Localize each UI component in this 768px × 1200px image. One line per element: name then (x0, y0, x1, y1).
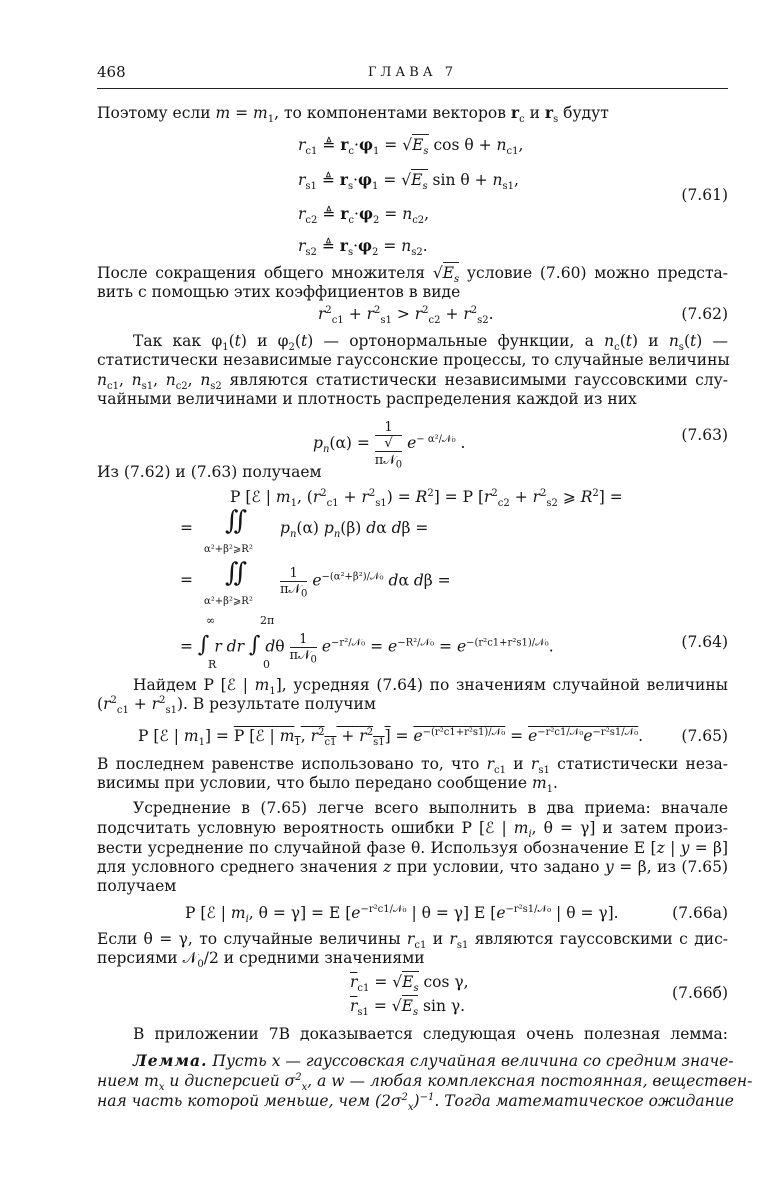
equation-line: $\overline{r}_{c1} = √E_s$ cos γ, (350, 973, 469, 995)
text-line: Так как $\varphi_1(t)$ и $\varphi_2(t)$ — ортонормальные функции, а $n_c(t)$ и $n_s(t)$ — (133, 332, 729, 354)
equation-line: $p_n(\alpha)$ $p_n(\beta)$ dα dβ = (280, 519, 429, 541)
text-line: После сокращения общего множителя $√E_s$ условие (7.60) можно предста- (97, 264, 728, 286)
text-line: висимы при условии, что было передано сообщение $m_1$. (97, 774, 558, 796)
integral-limit: α²+β²⩾R² (204, 544, 253, 555)
text-line: вить с помощью этих коэффициентов в виде (97, 283, 461, 301)
equation-line: $r_{c2}$ ≜ $r_c\cdot\varphi_2 = n_{c2}$, (298, 204, 430, 227)
integral-limit: 2π (260, 614, 275, 627)
equation-number: (7.64) (681, 633, 728, 651)
text-line: получаем (97, 877, 177, 895)
equation-line: $r_{s2}$ ≜ $r_s\cdot\varphi_2 = n_{s2}$. (298, 236, 428, 259)
equation-line: $p_n(\alpha)$ = 1 √ π𝒩$_0$ $e^{- \alpha^2/𝒩_0}$ . (313, 420, 466, 471)
chapter-title: ГЛАВА 7 (367, 65, 458, 80)
double-integral: ∬ (225, 558, 248, 588)
integral-limit: α²+β²⩾R² (204, 596, 253, 607)
text-line: вести усреднение по случайной фазе θ. Используя обозначение E [z | y = β] (97, 839, 729, 857)
lemma-heading: Лемма. (133, 1051, 208, 1070)
double-integral: ∬ (225, 506, 248, 536)
text-line: $n_{c1}$, $n_{s1}$, $n_{c2}$, $n_{s2}$ являются статистически независимыми гауссовскими слу- (97, 371, 729, 393)
equation-line: = (180, 519, 193, 537)
equation-number: (7.63) (681, 426, 728, 444)
text-line: Усреднение в (7.65) легче всего выполнить в два приема: вначале (133, 799, 728, 817)
lemma-line: Лемма. Пусть x — гауссовская случайная величина со средним значе- (133, 1051, 734, 1070)
equation-number: (7.61) (681, 186, 728, 204)
text-line: Если θ = γ, то случайные величины $r_{c1}$ и $r_{s1}$ являются гауссовскими с дис- (97, 930, 729, 952)
equation-number: (7.62) (681, 305, 728, 323)
text-line: подсчитать условную вероятность ошибки P [ℰ | $m_i$, θ = γ] и затем произ- (97, 819, 728, 841)
equation-line: P [ℰ | $m_i$, θ = γ] = E [$e^{-r^2c1/𝒩_0}$ | θ = γ] E [$e^{-r^2s1/𝒩_0}$ | θ = γ]. (185, 903, 619, 926)
equation-line: $r_{s1}$ ≜ $r_s\cdot\varphi_1 = √E_s$ $\sin \theta + n_{s1}$, (298, 170, 519, 193)
text-line: чайными величинами и плотность распределения каждой из них (97, 390, 637, 408)
text-line: для условного среднего значения z при условии, что задано y = β, из (7.65) (97, 858, 729, 876)
equation-line: P [ℰ | $m_1] = P$ [ℰ | $m_1$, $r^2_{c1} + r^2_{s1}] = e^{-(r^2c1+r^2s1)/𝒩_0} = e^{-r^2c1/𝒩_0}e^{-r^2s1/𝒩_0}$. (138, 726, 644, 749)
text-line: Поэтому если $m = m_1$, то компонентами векторов $r_c$ и $r_s$ будут (97, 103, 609, 126)
integral-limit: R (208, 658, 217, 671)
equation-number: (7.66а) (672, 904, 728, 922)
page-number: 468 (97, 63, 126, 81)
text-line: персиями 𝒩$_0$/2 и средними значениями (97, 949, 425, 971)
equation-line: $r^2_{c1} + r^2_{s1} > r^2_{c2} + r^2_{s2}$. (318, 304, 494, 327)
equation-line: = (180, 571, 193, 589)
lemma-line: нием $m_x$ и дисперсией $\sigma^2_x$, а w — любая комплексная постоянная, веществен- (97, 1071, 753, 1094)
equation-line: $\overline{r}_{s1} = √E_s$ sin γ. (350, 997, 466, 1019)
lemma-line: ная часть которой меньше, чем $(2\sigma^2_x)^{-1}$. Тогда математическое ожидание (97, 1091, 734, 1114)
equation-line: = ∫ r dr ∫ dθ $\frac{1}{\pi 𝒩_0}$ $e^{-r^2/𝒩_0} = e^{-R^2/𝒩_0} = e^{-(r^2c1+r^2s1)/𝒩_0}$. (180, 632, 554, 666)
text-line: В последнем равенстве использовано то, что $r_{c1}$ и $r_{s1}$ статистически неза- (97, 755, 728, 777)
header-rule (97, 88, 728, 89)
text-line: $(r^2_{c1} + r^2_{s1})$. В результате получим (97, 694, 376, 717)
equation-number: (7.65) (681, 727, 728, 745)
text-line: Из (7.62) и (7.63) получаем (97, 463, 322, 481)
equation-line: P [ℰ | $m_1$, $(r^2_{c1} + r^2_{s1}) = R^2] = P$ [$r^2_{c2} + r^2_{s2}$ ⩾ $R^2$] = (230, 487, 623, 510)
text-line: В приложении 7В доказывается следующая очень полезная лемма: (133, 1025, 728, 1043)
running-header (97, 63, 728, 85)
text-line: статистически независимые гауссонские процессы, то случайные величины (97, 351, 730, 369)
equation-line: $\frac{1}{\pi 𝒩_0}$ $e^{-(\alpha^2+\beta^2)/𝒩_0}$ dα dβ = (280, 566, 451, 600)
integral-limit: 0 (263, 658, 270, 671)
equation-line: $r_{c1}$ ≜ $r_c\cdot\varphi_1 = √E_s$ $\cos \theta + n_{c1}$, (298, 135, 524, 158)
equation-number: (7.66б) (672, 984, 728, 1002)
integral-limit: ∞ (206, 614, 216, 627)
text-line: Найдем P [ℰ | $m_1$], усредняя (7.64) по значениям случайной величины (133, 676, 729, 698)
